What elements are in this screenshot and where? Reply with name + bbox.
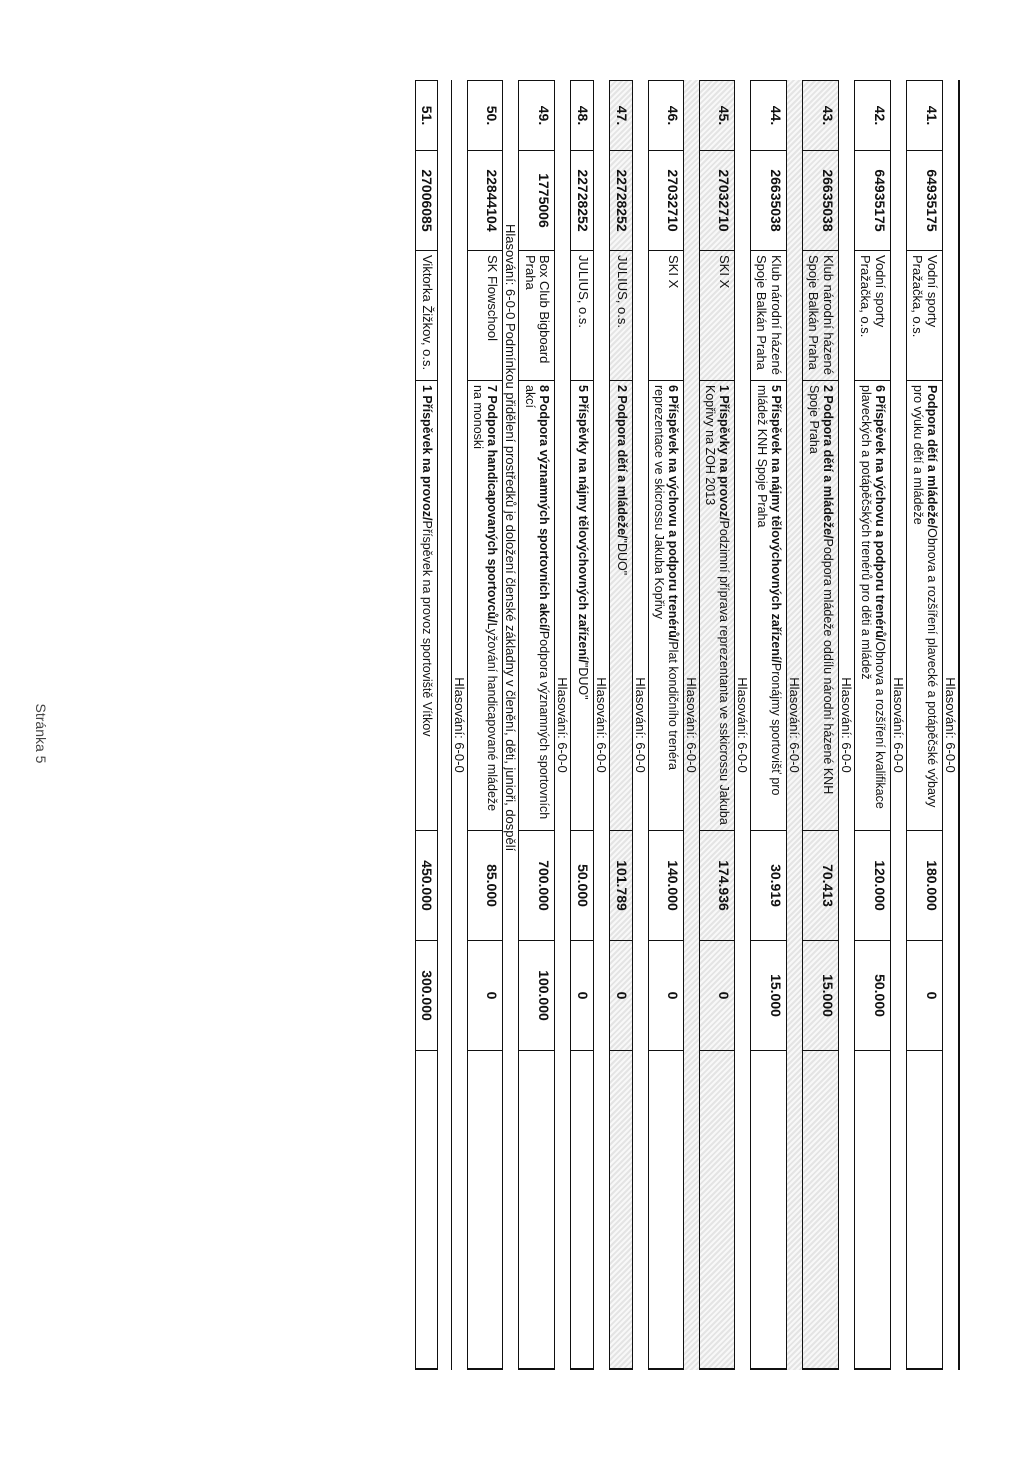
table-row: [518, 80, 554, 1370]
empty-cell: [907, 1050, 942, 1370]
row-number: 51.: [416, 80, 438, 150]
org-name: SKI X: [649, 250, 683, 380]
purpose-program: 7 Podpora handicapovaných sportovců/: [485, 385, 500, 623]
table-row: [750, 80, 786, 1370]
table-row: [802, 80, 838, 1370]
org-id: 1775006: [519, 150, 554, 250]
table-row: [648, 80, 683, 1370]
vote-result-row: [890, 80, 906, 1370]
purpose: [803, 380, 838, 830]
page-number: Stránka 5: [33, 703, 49, 764]
vote-result-row: [632, 80, 648, 1370]
granted-amount: 0: [649, 940, 683, 1050]
org-id: 27032710: [700, 150, 734, 250]
row-number: 41.: [907, 80, 942, 150]
grant-table: [415, 80, 958, 1370]
purpose-description: Pronájmy sportovišť pro mládež KNH Spoje Praha: [754, 385, 783, 796]
granted-amount: 15.000: [751, 940, 786, 1050]
purpose: [855, 380, 890, 830]
table-row: [854, 80, 890, 1370]
row-number: 49.: [519, 80, 554, 150]
org-name: SKI X: [700, 250, 734, 380]
vote-result: Hlasování: 6-0-0: [452, 677, 468, 773]
requested-amount: 101.789: [610, 830, 632, 940]
vote-result: Hlasování: 6-0-0: [786, 677, 802, 773]
requested-amount: 70.413: [803, 830, 838, 940]
table-row: [906, 80, 942, 1370]
granted-amount: 0: [468, 940, 502, 1050]
purpose-description: "DUO": [614, 538, 629, 576]
vote-result: Hlasování: 6-0-0: [734, 677, 750, 773]
empty-cell: [610, 1050, 632, 1370]
org-name: Vodní sporty Pražačka, o.s.: [855, 250, 890, 380]
purpose-description: Podpora významných sportovních akcí: [523, 385, 552, 820]
vote-result-row: [786, 80, 802, 1370]
purpose: [571, 380, 593, 830]
vote-result: Hlasování: 6-0-0: [632, 677, 648, 773]
org-name: Klub národní házené Spoje Balkán Praha: [803, 250, 838, 380]
row-number: 44.: [751, 80, 786, 150]
row-number: 48.: [571, 80, 593, 150]
purpose: [649, 380, 683, 830]
purpose: [700, 380, 734, 830]
purpose-program: 1 Příspěvky na provoz/: [716, 385, 731, 521]
org-name: JULIUS, o.s.: [610, 250, 632, 380]
granted-amount: 0: [571, 940, 593, 1050]
granted-amount: 100.000: [519, 940, 554, 1050]
org-name: JULIUS, o.s.: [571, 250, 593, 380]
table-row: [699, 80, 734, 1370]
purpose: [416, 380, 438, 830]
empty-cell: [855, 1050, 890, 1370]
vote-result: Hlasování: 6-0-0: [890, 677, 906, 773]
vote-result: Hlasování: 6-0-0: [593, 677, 609, 773]
row-number: 46.: [649, 80, 683, 150]
purpose-program: 2 Podpora dětí a mládeže/: [820, 385, 835, 539]
requested-amount: 180.000: [907, 830, 942, 940]
vote-result-row: [942, 80, 958, 1370]
purpose-program: 2 Podpora dětí a mládeže/: [614, 385, 629, 539]
org-id: 26635038: [751, 150, 786, 250]
empty-cell: [700, 1050, 734, 1370]
org-name: SK Flowschool: [468, 250, 502, 380]
table-row: [609, 80, 632, 1370]
granted-amount: 0: [907, 940, 942, 1050]
empty-row: [437, 80, 451, 1370]
org-name: Klub národní házené Spoje Balkán Praha: [751, 250, 786, 380]
purpose-program: 6 Příspěvek na výchovu a podporu trenérů/: [872, 385, 887, 642]
empty-cell: [571, 1050, 593, 1370]
purpose: [610, 380, 632, 830]
row-number: 43.: [803, 80, 838, 150]
org-name: Viktorka Žižkov, o.s.: [416, 250, 438, 380]
purpose-program: 5 Příspěvky na nájmy tělovýchovných zařízení/: [575, 385, 590, 663]
org-id: 64935175: [907, 150, 942, 250]
vote-result-row: [734, 80, 750, 1370]
granted-amount: 0: [700, 940, 734, 1050]
purpose-description: Obnova a rozšíření kvalifikace plaveckých a potápěčských trenérů pro děti a mládež: [858, 385, 887, 809]
table-row: [415, 80, 438, 1370]
org-name: Vodní sporty Pražačka, o.s.: [907, 250, 942, 380]
org-id: 64935175: [855, 150, 890, 250]
empty-cell: [416, 1050, 438, 1370]
org-id: 27032710: [649, 150, 683, 250]
empty-cell: [649, 1050, 683, 1370]
org-name: Box Club Bigboard Praha: [519, 250, 554, 380]
vote-note-row: Hlasování: 6-0-0 Podmínkou přidělení prostředků je doložení členské základny v členění, děti, junioři, dospělí: [502, 80, 518, 1370]
granted-amount: 50.000: [855, 940, 890, 1050]
granted-amount: 300.000: [416, 940, 438, 1050]
purpose-description: Příspěvek na provoz sportoviště Vítkov: [420, 520, 435, 737]
requested-amount: 50.000: [571, 830, 593, 940]
org-id: 22728252: [610, 150, 632, 250]
granted-amount: 15.000: [803, 940, 838, 1050]
empty-cell: [519, 1050, 554, 1370]
requested-amount: 140.000: [649, 830, 683, 940]
vote-result: Hlasování: 6-0-0: [943, 677, 958, 773]
vote-result: Hlasování: 6-0-0: [555, 677, 571, 773]
org-id: 26635038: [803, 150, 838, 250]
purpose-description: Obnova a rozšíření plavecké a potápěčské výbavy pro výuku dětí a mládeže: [911, 385, 939, 808]
purpose-description: Podzimní příprava reprezentanta ve sskicrossu Jakuba Kopřivy na ZOH 2013: [702, 385, 731, 825]
empty-cell: [468, 1050, 502, 1370]
table-top-border: [958, 80, 960, 1370]
purpose-program: 8 Podpora významných sportovních akcí/: [537, 385, 552, 631]
purpose-program: 1 Příspěvek na provoz/: [420, 385, 435, 521]
vote-result: Hlasování: 6-0-0: [838, 677, 854, 773]
requested-amount: 174.936: [700, 830, 734, 940]
purpose-program: 5 Příspěvek na nájmy tělovýchovných zařízení/: [768, 385, 783, 663]
purpose-description: Plat kondičního trenéra reprezentace ve skicrossu Jakuba Kopřivy: [651, 385, 680, 770]
org-id: 22844104: [468, 150, 502, 250]
requested-amount: 700.000: [519, 830, 554, 940]
purpose-description: "DUO": [575, 662, 590, 700]
purpose: [468, 380, 502, 830]
granted-amount: 0: [610, 940, 632, 1050]
empty-cell: [803, 1050, 838, 1370]
row-number: 45.: [700, 80, 734, 150]
requested-amount: 30.919: [751, 830, 786, 940]
vote-result-row: [683, 80, 699, 1370]
purpose-description: Lyžování handicapované mládeže na monoski: [471, 385, 500, 812]
vote-result-row: [451, 80, 467, 1370]
purpose: [751, 380, 786, 830]
org-id: 27006085: [416, 150, 438, 250]
row-number: 42.: [855, 80, 890, 150]
requested-amount: 85.000: [468, 830, 502, 940]
purpose-program: Podpora dětí a mládeže/: [925, 385, 939, 529]
vote-result-row: [593, 80, 609, 1370]
purpose: [519, 380, 554, 830]
requested-amount: 120.000: [855, 830, 890, 940]
purpose-description: Podpora mládeže oddílu národní házené KNH Spoje Praha: [806, 385, 835, 795]
vote-result-row: [838, 80, 854, 1370]
vote-result-row: [554, 80, 570, 1370]
table-row: [570, 80, 593, 1370]
row-number: 50.: [468, 80, 502, 150]
table-row: [467, 80, 502, 1370]
org-id: 22728252: [571, 150, 593, 250]
empty-cell: [751, 1050, 786, 1370]
purpose: [907, 380, 942, 830]
requested-amount: 450.000: [416, 830, 438, 940]
vote-result: Hlasování: 6-0-0: [683, 677, 699, 773]
purpose-program: 6 Příspěvek na výchovu a podporu trenérů/: [665, 385, 680, 642]
row-number: 47.: [610, 80, 632, 150]
